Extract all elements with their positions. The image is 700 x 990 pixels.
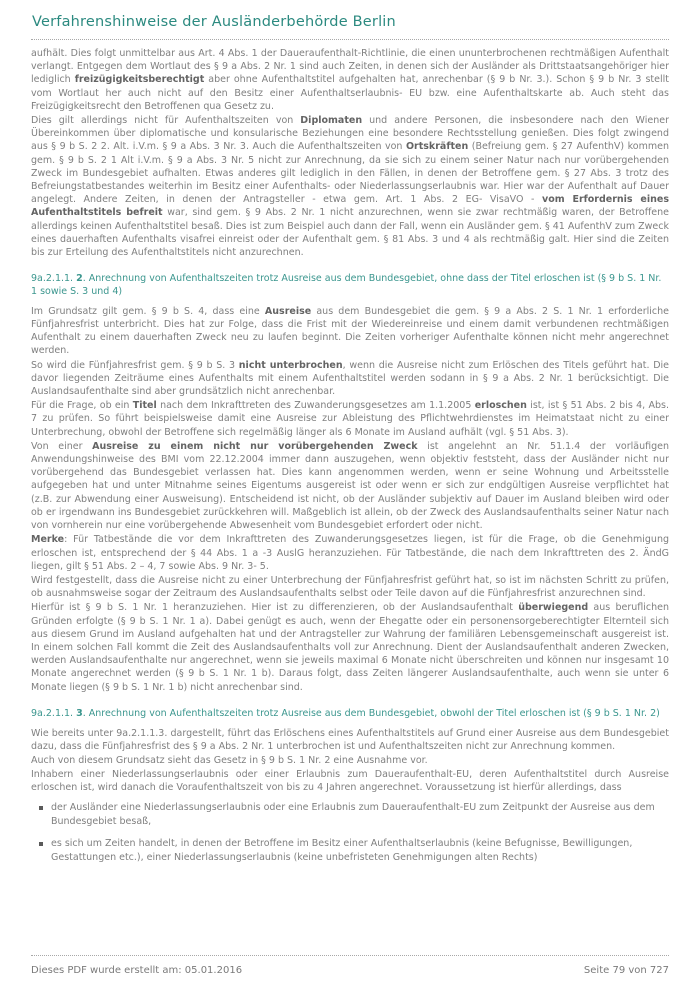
bold-text-segment: überwiegend — [518, 602, 589, 614]
section-heading — [31, 273, 669, 299]
paragraph — [31, 440, 669, 532]
bold-text-segment: nicht unterbrochen — [238, 359, 343, 371]
bold-text-segment: Ausreise — [264, 305, 312, 317]
text-segment: Inhabern einer Niederlassungserlaubnis oder einer Erlaubnis zum Daueraufenthalt-EU, deren Aufenthaltstitel durch Ausreise erloschen ist, wird danach die Voraufenthaltszeit von bis zu 4 Jahren angerechnet. Voraussetzung ist hierfür allerdings, dass — [31, 769, 669, 794]
bold-text-segment: Titel — [132, 400, 157, 412]
page-title: Verfahrenshinweise der Ausländerbehörde Berlin — [31, 10, 669, 40]
paragraph — [31, 305, 669, 358]
bold-text-segment: 2 — [76, 273, 83, 285]
footer-created-date: Dieses PDF wurde erstellt am: 05.01.2016 — [31, 965, 243, 976]
paragraph — [31, 574, 669, 600]
text-segment: ist, ist § 51 Abs. 2 bis 4, Abs. 7 zu prüfen. So führt beispielsweise damit eine Ausreise zur Ableistung des Pflichtwehrdienstes im Heimatstaat nicht zu einer Unterbrechung, obwohl der Betroffene sich regelmäßig länger als 6 Monate im Ausland aufhält (vgl. § 51 Abs. 3). — [31, 400, 669, 438]
text-segment: : Für Tatbestände die vor dem Inkrafttreten des Zuwanderungsgesetzes liegen, ist für die Frage, ob die Genehmigung erloschen ist, entsprechend der § 44 Abs. 1 a -3 AuslG heranzuziehen. Für Tatbestände, die nach dem Inkrafttreten des 2. ÄndG liegen, gilt § 51 Abs. 2 – 4, 7 sowie Abs. 9 Nr. 3- 5. — [31, 534, 669, 572]
text-segment: (Befreiung gem. § 27 AufenthV) kommen gem. § 9 b S. 2 1 Alt i.V.m. § 9 a Abs. 3 Nr. 5 nicht zur Anrechnung, da sie sich zu einem seiner Natur nach nur vorübergehenden Zweck im Bundesgebiet aufhalten. Etwas anderes gilt lediglich in den Fällen, in denen der Betroffene gem. § 27 Abs. 3 trotz des Befreiungstatbestandes weiterhin im Besitz einer Aufenthalts- oder Niederlassungserlaubnis war. Hier war der Aufenthalt auf Dauer angelegt. Andere Zeiten, in denen der Antragsteller - etwa gem. Art. 1 Abs. 2 EG- VisaVO - — [31, 141, 669, 206]
text-segment: Für die Frage, ob ein — [31, 400, 133, 412]
bullet-list — [38, 801, 669, 866]
text-segment: Wird festgestellt, dass die Ausreise nicht zu einer Unterbrechung der Fünfjahresfrist geführt hat, so ist im nächsten Schritt zu prüfen, ob ausnahmsweise sogar der Zeitraum des Auslandsaufenthalts selbst oder Teile davon auf die Fünfjahresfrist anzurechnen sind. — [31, 574, 669, 600]
text-segment: Hierfür ist § 9 b S. 1 Nr. 1 heranzuziehen. Hier ist zu differenzieren, ob der Auslandsaufenthalt — [31, 602, 519, 614]
text-segment: aus dem Bundesgebiet die gem. § 9 a Abs. 2 S. 1 Nr. 1 erforderliche Fünfjahresfrist unterbricht. Dies hat zur Folge, dass die Frist mit der Wiedereinreise und einem damit verbundenen rechtmäßigen Aufenthalt zu einem dauerhaften Zweck neu zu laufen beginnt. Die Zeiten vorheriger Aufenthalte können nicht mehr angerechnet werden. — [31, 305, 669, 357]
text-segment: Im Grundsatz gilt gem. § 9 b S. 4, dass eine — [31, 305, 265, 317]
bold-text-segment: 3 — [76, 707, 83, 719]
text-segment: Dies gilt allerdings nicht für Aufenthaltszeiten von — [31, 115, 301, 127]
text-segment: war, sind gem. § 9 Abs. 2 Nr. 1 nicht anzurechnen, wenn sie zwar rechtmäßig waren, der Betroffene allerdings keinen Aufenthaltstitel besaß. Dies ist zum Beispiel auch dann der Fall, wenn ein Ausländer gem. § 41 AufenthV zum Zweck eines dauerhaften Aufenthalts visafrei einreist oder der Aufenthalt gem. § 81 Abs. 3 und 4 als rechtmäßig galt. Hier sind die Zeiten bis zur Erteilung des Aufenthaltstitels nicht anzurechnen. — [31, 207, 669, 259]
paragraph — [31, 754, 669, 767]
text-segment: Auch von diesem Grundsatz sieht das Gesetz in § 9 b S. 1 Nr. 2 eine Ausnahme vor. — [31, 754, 428, 766]
paragraph — [31, 114, 669, 259]
text-segment: ist angelehnt an Nr. 51.1.4 der vorläufigen Anwendungshinweise des BMI vom 22.12.2004 immer dann auszugehen, wenn objektiv feststeht, dass der Ausländer nicht nur vorübergehend das Bundesgebiet verlassen hat. Dies kann angenommen werden, wenn er seine Wohnung und Arbeitsstelle aufgegeben hat und unter Mitnahme seines Eigentums ausgereist ist oder wenn er sich zur endgültigen Ausreise verpflichtet hat (z.B. zur Abwendung einer Ausweisung). Entscheidend ist nicht, ob der Ausländer subjektiv auf Dauer im Ausland bleiben wird oder ob er irgendwann ins Bundesgebiet zurückkehren will. Maßgeblich ist allein, ob der Zweck des Auslandsaufenthalts seiner Natur nach von vornherein nur eine vorübergehende Abwesenheit vom Bundesgebiet erfordert oder nicht. — [31, 440, 669, 532]
paragraph — [31, 727, 669, 753]
paragraph — [31, 768, 669, 794]
text-segment: der Ausländer eine Niederlassungserlaubnis oder eine Erlaubnis zum Daueraufenthalt-EU zum Zeitpunkt der Ausreise aus dem Bundesgebiet besaß, — [51, 801, 655, 828]
text-segment: Wie bereits unter 9a.2.1.1.3. dargestellt, führt das Erlöschens eines Aufenthaltstitels auf Grund einer Ausreise aus dem Bundesgebiet dazu, dass die Fünfjahresfrist des § 9 a Abs. 2 Nr. 1 unterbrochen ist und Aufenthaltszeiten nicht zur Anrechnung kommen. — [31, 727, 669, 752]
bold-text-segment: vom Erfordernis eines Aufenthaltstitels befreit — [31, 194, 669, 219]
text-segment: . Anrechnung von Aufenthaltszeiten trotz Ausreise aus dem Bundesgebiet, ohne dass der Titel erloschen ist (§ 9 b S. 1 Nr. 1 sowie S. 3 und 4) — [31, 273, 662, 298]
bold-text-segment: freizügigkeitsberechtigt — [74, 74, 205, 86]
paragraph — [31, 359, 669, 399]
bold-text-segment: Diplomaten — [300, 115, 363, 127]
text-segment: 9a.2.1.1. — [31, 273, 77, 285]
text-segment: aus beruflichen Gründen erfolgte (§ 9 b S. 1 Nr. 1 a). Dabei genügt es auch, wenn der Ehegatte oder ein personensorgeberechtigter Elternteil sich aus diesem Grund im Ausland aufgehalten hat und der Antragsteller zur Wahrung der familiären Lebensgemeinschaft ausgereist ist. In einem solchen Fall kommt die Zeit des Auslandsaufenthalts voll zur Anrechnung. Dient der Auslandsaufenthalt anderen Zwecken, werden Auslandsaufenthalte nur angerechnet, wenn sie jeweils maximal 6 Monate nicht überschreiten und können nur insgesamt 10 Monate angerechnet werden (§ 9 b S. 1 Nr. 1 b). Daraus folgt, dass Zeiten längerer Auslandsaufenthalte, auch wenn sie unter 6 Monate liegen (§ 9 b S. 1 Nr. 1 b) nicht anrechenbar sind. — [31, 602, 669, 693]
text-segment: . Anrechnung von Aufenthaltszeiten trotz Ausreise aus dem Bundesgebiet, obwohl der Titel erloschen ist (§ 9 b S. 1 Nr. 2) — [82, 707, 660, 719]
text-segment: , wenn die Ausreise nicht zum Erlöschen des Titels geführt hat. Die davor liegenden Zeiträume eines Aufenthalts mit einem Aufenthaltstitel werden sodann in § 9 a Abs. 2 Nr. 1 berücksichtigt. Die Auslandsaufenthalte sind aber grundsätzlich nicht anrechenbar. — [31, 359, 669, 398]
bold-text-segment: erloschen — [474, 400, 527, 412]
section-heading — [31, 708, 669, 721]
text-segment: 9a.2.1.1. — [31, 707, 77, 719]
paragraph — [31, 533, 669, 573]
bullet-item — [38, 801, 669, 830]
text-segment: nach dem Inkrafttreten des Zuwanderungsgesetzes am 1.1.2005 — [156, 400, 475, 412]
paragraph — [31, 601, 669, 693]
text-segment: Von einer — [31, 440, 93, 452]
bold-text-segment: Merke — [31, 534, 65, 546]
document-body — [31, 47, 669, 955]
text-segment: aufhält. Dies folgt unmittelbar aus Art. 4 Abs. 1 der Daueraufenthalt-Richtlinie, die einen ununterbrochenen rechtmäßigen Aufenthalt verlangt. Entgegen dem Wortlaut des § 9 a Abs. 2 Nr. 1 sind auch Zeiten, in denen sich der Ausländer als Drittstaatsangehöriger hier lediglich — [31, 48, 669, 86]
page-footer — [31, 955, 669, 976]
bold-text-segment: Ausreise zu einem nicht nur vorübergehenden Zweck — [92, 440, 418, 452]
paragraph — [31, 399, 669, 439]
text-segment: aber ohne Aufenthaltstitel aufgehalten hat, anrechenbar (§ 9 b Nr. 3.). Schon § 9 b Nr. 3 stellt vom Wortlaut her auch nicht auf den Besitz einer Aufenthaltserlaubnis- EU bzw. eine Aufenthaltskarte ab. Auch steht das Freizügigkeitsrecht den Betroffenen qua Gesetz zu. — [31, 74, 669, 112]
paragraph — [31, 47, 669, 113]
text-segment: es sich um Zeiten handelt, in denen der Betroffene im Besitz einer Aufenthaltserlaubnis (keine Befugnisse, Bewilligungen, Gestattungen etc.), einer Niederlassungserlaubnis (keine unbefristeten Genehmigungen alten Rechts) — [51, 837, 633, 864]
footer-page-number: Seite 79 von 727 — [583, 965, 669, 976]
text-segment: So wird die Fünfjahresfrist gem. § 9 b S. 3 — [31, 359, 239, 371]
bullet-item — [38, 837, 669, 866]
text-segment: und andere Personen, die insbesondere nach den Wiener Übereinkommen über diplomatische und konsularische Beziehungen eine besondere Rechtsstellung genießen. Dies folgt zwingend aus § 9 b S. 2 2. Alt. i.V.m. § 9 a Abs. 3 Nr. 3. Auch die Aufenthaltszeiten von — [31, 115, 669, 153]
bold-text-segment: Ortskräften — [405, 141, 469, 153]
